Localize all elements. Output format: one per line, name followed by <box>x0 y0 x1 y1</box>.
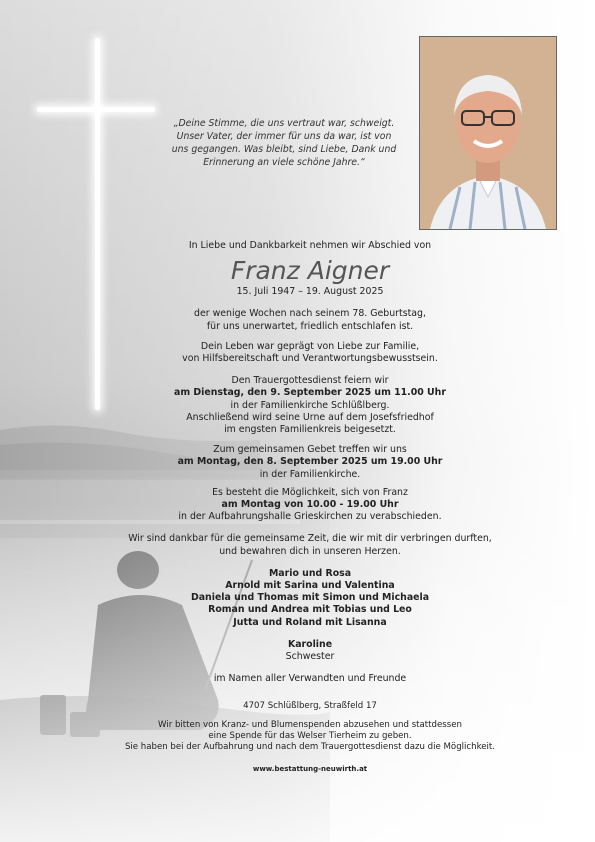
thanks-line: und bewahren dich in unseren Herzen. <box>219 545 401 557</box>
funeral-line: in der Familienkirche Schlüßlberg. <box>230 399 390 411</box>
donation-line: Sie haben bei der Aufbahrung und nach dem Trauergottesdienst dazu die Möglichkeit. <box>124 742 496 753</box>
passing-line: der wenige Wochen nach seinem 78. Geburtstag, <box>194 308 426 320</box>
intro-text: In Liebe und Dankbarkeit nehmen wir Abschied von <box>188 240 432 251</box>
donation-line: Wir bitten von Kranz- und Blumenspenden abzusehen und stattdessen <box>158 720 462 731</box>
family-line: Roman und Andrea mit Tobias und Leo <box>208 604 412 616</box>
family-line: Arnold mit Sarina und Valentina <box>225 580 395 592</box>
cross-icon-vertical <box>95 38 100 410</box>
farewell-date: am Montag von 10.00 - 19.00 Uhr <box>221 499 399 511</box>
donation-line: eine Spende für das Welser Tierheim zu geben. <box>208 731 412 742</box>
life-dates: 15. Juli 1947 – 19. August 2025 <box>236 286 384 298</box>
prayer-line: Zum gemeinsamen Gebet treffen wir uns <box>213 444 407 456</box>
quote-line: uns gegangen. Was bleibt, sind Liebe, Dank und <box>171 144 397 155</box>
sister-role: Schwester <box>285 651 335 663</box>
family-line: Jutta und Roland mit Lisanna <box>233 616 387 628</box>
farewell-line: Es besteht die Möglichkeit, sich von Franz <box>212 486 408 498</box>
farewell-line: in der Aufbahrungshalle Grieskirchen zu verabschieden. <box>178 511 442 523</box>
passing-line: für uns unerwartet, friedlich entschlafen ist. <box>206 320 414 332</box>
life-line: Dein Leben war geprägt von Liebe zur Familie, <box>200 340 420 352</box>
funeral-line: Anschließend wird seine Urne auf dem Josefsfriedhof <box>186 411 434 423</box>
cross-icon-horizontal <box>37 107 155 112</box>
quote-line: Unser Vater, der immer für uns da war, ist von <box>176 131 392 142</box>
prayer-line: in der Familienkirche. <box>259 468 361 480</box>
quote-line: Erinnerung an viele schöne Jahre.“ <box>203 157 365 168</box>
family-line: Mario und Rosa <box>268 567 352 579</box>
relatives-line: im Namen aller Verwandten und Freunde <box>213 673 407 685</box>
quote-line: „Deine Stimme, die uns vertraut war, schweigt. <box>173 118 395 129</box>
obituary-text <box>124 240 496 776</box>
memorial-quote <box>170 117 398 169</box>
portrait-photo <box>419 36 557 230</box>
website-link[interactable]: www.bestattung-neuwirth.at <box>252 765 368 774</box>
prayer-date: am Montag, den 8. September 2025 um 19.00 Uhr <box>177 456 443 468</box>
life-line: von Hilfsbereitschaft und Verantwortungsbewusstsein. <box>182 353 438 365</box>
deceased-name: Franz Aigner <box>230 256 390 286</box>
funeral-line: Den Trauergottesdienst feiern wir <box>231 375 389 387</box>
family-line: Daniela und Thomas mit Simon und Michaela <box>190 592 430 604</box>
thanks-line: Wir sind dankbar für die gemeinsame Zeit, die wir mit dir verbringen durften, <box>128 533 492 545</box>
funeral-line: im engsten Familienkreis beigesetzt. <box>224 424 396 436</box>
address-line: 4707 Schlüßlberg, Straßfeld 17 <box>243 701 377 712</box>
funeral-date: am Dienstag, den 9. September 2025 um 11.00 Uhr <box>174 387 446 399</box>
sister-name: Karoline <box>287 638 333 650</box>
